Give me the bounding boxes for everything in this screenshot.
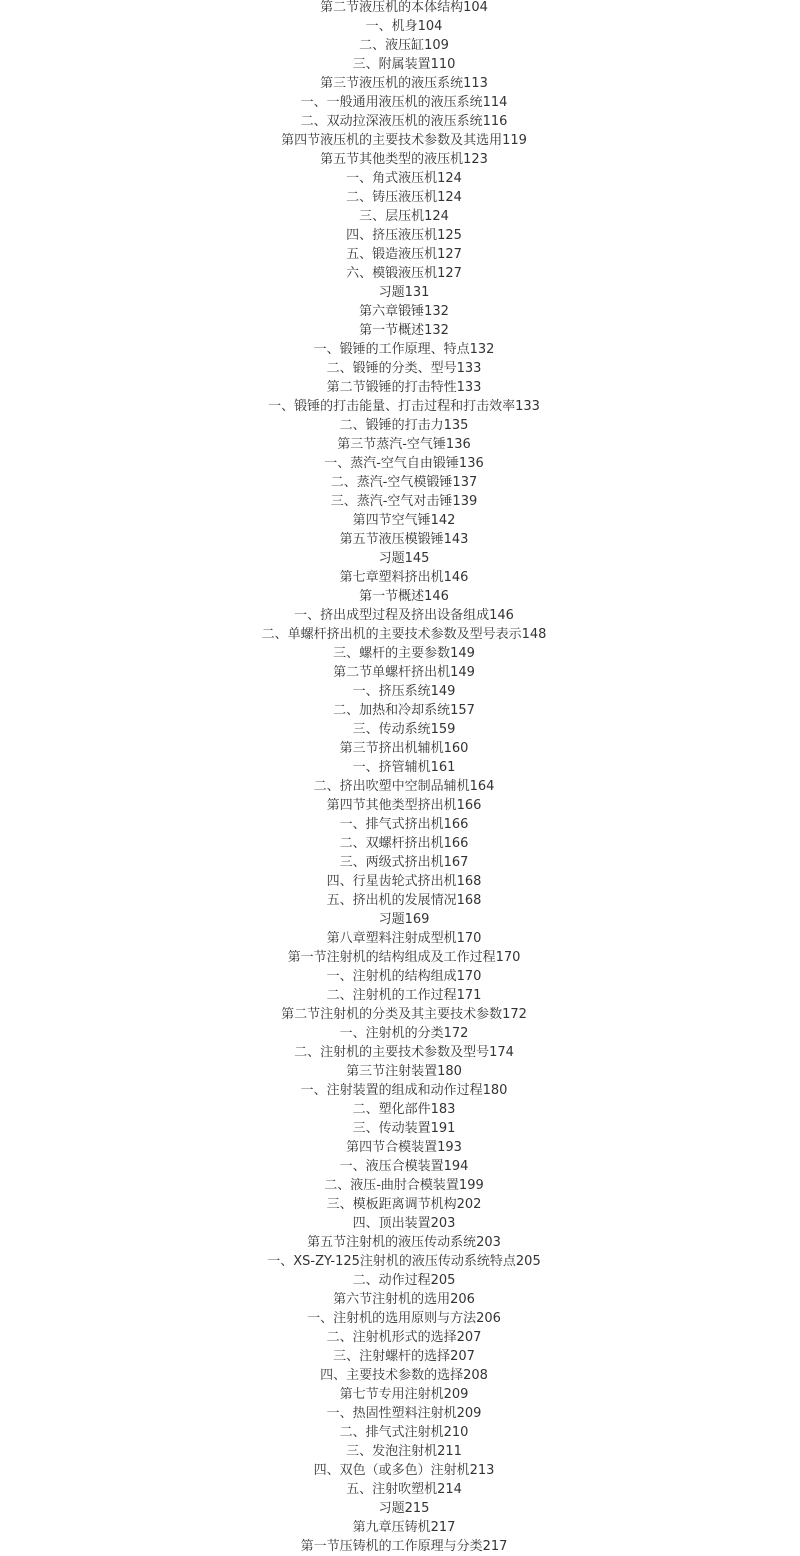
toc-entry: 二、双动拉深液压机的液压系统116 — [300, 114, 508, 129]
toc-entry: 第四节其他类型挤出机166 — [326, 798, 482, 813]
toc-entry: 第四节空气锤142 — [352, 513, 456, 528]
toc-entry: 一、蒸汽-空气自由锻锤136 — [324, 456, 484, 471]
toc-entry: 第四节合模装置193 — [346, 1140, 462, 1155]
toc-entry: 第二节单螺杆挤出机149 — [333, 665, 475, 680]
toc-entry: 第二节注射机的分类及其主要技术参数172 — [281, 1007, 527, 1022]
toc-entry: 一、热固性塑料注射机209 — [326, 1406, 482, 1421]
toc-entry: 四、双色（或多色）注射机213 — [313, 1463, 495, 1478]
toc-entry: 二、液压缸109 — [359, 38, 449, 53]
toc-entry: 二、铸压液压机124 — [346, 190, 462, 205]
toc-entry: 二、塑化部件183 — [352, 1102, 456, 1117]
toc-entry: 二、排气式注射机210 — [339, 1425, 469, 1440]
toc-entry: 一、锻锤的工作原理、特点132 — [313, 342, 495, 357]
toc-entry: 二、单螺杆挤出机的主要技术参数及型号表示148 — [261, 627, 547, 642]
toc-entry: 一、机身104 — [365, 19, 443, 34]
toc-entry: 第七章塑料挤出机146 — [339, 570, 469, 585]
toc-entry: 五、锻造液压机127 — [346, 247, 462, 262]
toc-entry: 三、传动系统159 — [352, 722, 456, 737]
toc-entry: 第一节压铸机的工作原理与分类217 — [300, 1539, 508, 1554]
toc-entry: 二、蒸汽-空气模锻锤137 — [330, 475, 478, 490]
toc-entry: 一、液压合模装置194 — [339, 1159, 469, 1174]
toc-entry: 二、锻锤的分类、型号133 — [326, 361, 482, 376]
toc-entry: 三、螺杆的主要参数149 — [333, 646, 475, 661]
toc-entry: 一、注射装置的组成和动作过程180 — [300, 1083, 508, 1098]
toc-entry: 四、挤压液压机125 — [346, 228, 462, 243]
toc-entry: 第九章压铸机217 — [352, 1520, 456, 1535]
toc-entry: 一、注射机的结构组成170 — [326, 969, 482, 984]
toc-entry: 第五节液压模锻锤143 — [339, 532, 469, 547]
toc-entry: 习题215 — [378, 1501, 430, 1516]
toc-entry: 第六节注射机的选用206 — [333, 1292, 475, 1307]
toc-entry: 第一节注射机的结构组成及工作过程170 — [287, 950, 521, 965]
toc-entry: 一、挤管辅机161 — [352, 760, 456, 775]
toc-entry: 一、挤压系统149 — [352, 684, 456, 699]
toc-entry: 第一节概述146 — [359, 589, 449, 604]
toc-entry: 二、注射机的工作过程171 — [326, 988, 482, 1003]
toc-entry: 第三节蒸汽-空气锤136 — [337, 437, 471, 452]
toc-entry: 五、注射吹塑机214 — [346, 1482, 462, 1497]
toc-entry: 习题131 — [378, 285, 430, 300]
toc-entry: 四、主要技术参数的选择208 — [320, 1368, 488, 1383]
toc-entry: 三、蒸汽-空气对击锤139 — [330, 494, 478, 509]
toc-entry: 二、液压-曲肘合模装置199 — [324, 1178, 484, 1193]
toc-entry: 习题145 — [378, 551, 430, 566]
toc-entry: 二、动作过程205 — [352, 1273, 456, 1288]
toc-entry: 三、附属装置110 — [352, 57, 456, 72]
toc-entry: 三、传动装置191 — [352, 1121, 456, 1136]
toc-entry: 五、挤出机的发展情况168 — [326, 893, 482, 908]
toc-entry: 一、挤出成型过程及挤出设备组成146 — [294, 608, 514, 623]
toc-entry: 第四节液压机的主要技术参数及其选用119 — [281, 133, 527, 148]
toc-entry: 三、注射螺杆的选择207 — [333, 1349, 475, 1364]
toc-entry: 六、模锻液压机127 — [346, 266, 462, 281]
toc-entry: 二、注射机形式的选择207 — [326, 1330, 482, 1345]
toc-entry: 一、一般通用液压机的液压系统114 — [300, 95, 508, 110]
toc-entry: 四、行星齿轮式挤出机168 — [326, 874, 482, 889]
toc-entry: 二、挤出吹塑中空制品辅机164 — [313, 779, 495, 794]
toc-entry: 三、两级式挤出机167 — [339, 855, 469, 870]
toc-entry: 第二节液压机的本体结构104 — [320, 0, 488, 15]
toc-entry: 第五节其他类型的液压机123 — [320, 152, 488, 167]
toc-entry: 三、模板距离调节机构202 — [326, 1197, 482, 1212]
toc-entry: 第三节注射装置180 — [346, 1064, 462, 1079]
toc-entry: 四、顶出装置203 — [352, 1216, 456, 1231]
toc-entry: 一、注射机的分类172 — [339, 1026, 469, 1041]
toc-entry: 二、注射机的主要技术参数及型号174 — [294, 1045, 514, 1060]
toc-entry: 一、XS-ZY-125注射机的液压传动系统特点205 — [267, 1254, 541, 1269]
toc-entry: 第一节概述132 — [359, 323, 449, 338]
toc-entry: 一、锻锤的打击能量、打击过程和打击效率133 — [268, 399, 540, 414]
toc-entry: 第三节液压机的液压系统113 — [320, 76, 488, 91]
toc-entry: 第八章塑料注射成型机170 — [326, 931, 482, 946]
toc-entry: 二、双螺杆挤出机166 — [339, 836, 469, 851]
toc-entry: 二、加热和冷却系统157 — [333, 703, 475, 718]
toc-entry: 习题169 — [378, 912, 430, 927]
toc-entry: 第五节注射机的液压传动系统203 — [307, 1235, 501, 1250]
toc-entry: 第二节锻锤的打击特性133 — [326, 380, 482, 395]
toc-entry: 二、锻锤的打击力135 — [339, 418, 469, 433]
toc-entry: 一、角式液压机124 — [346, 171, 462, 186]
toc-entry: 第六章锻锤132 — [359, 304, 449, 319]
toc-entry: 第三节挤出机辅机160 — [339, 741, 469, 756]
toc-entry: 第七节专用注射机209 — [339, 1387, 469, 1402]
toc-entry: 一、排气式挤出机166 — [339, 817, 469, 832]
toc-entry: 三、层压机124 — [359, 209, 449, 224]
toc-entry: 一、注射机的选用原则与方法206 — [307, 1311, 501, 1326]
toc-entry: 三、发泡注射机211 — [346, 1444, 462, 1459]
